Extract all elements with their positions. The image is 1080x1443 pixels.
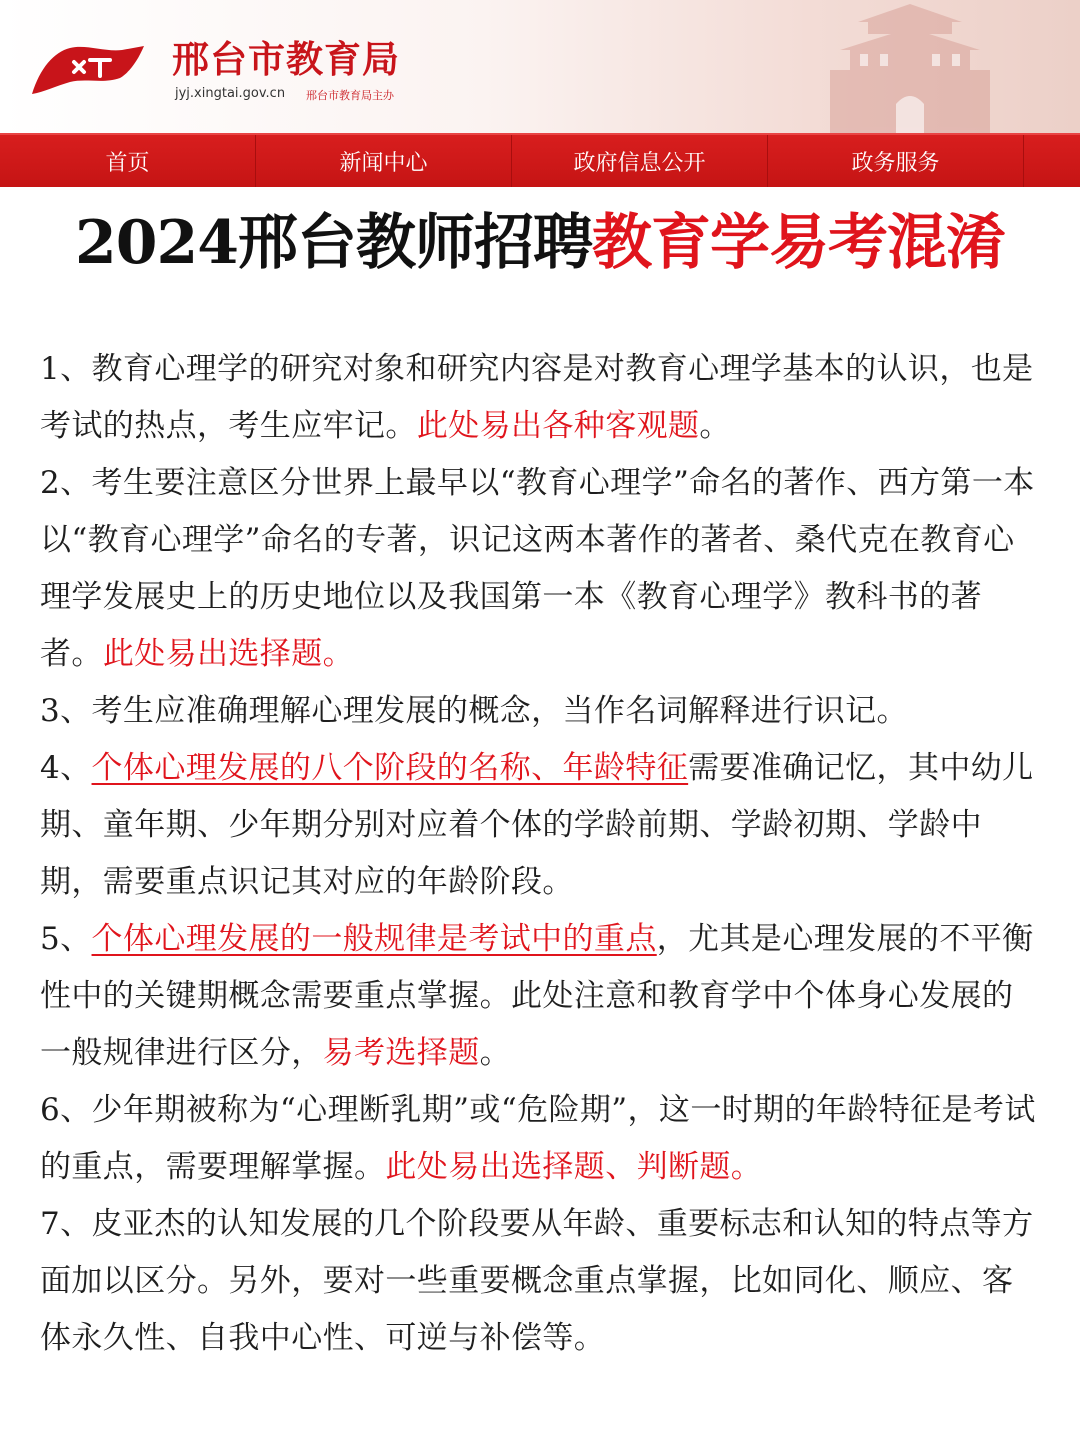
point-text-middle: ，尤其是心理发展的不平衡性中的关键期概念需要重点掌握。此处注意和教育学中个体身心发展的一般规律进行区分， xyxy=(40,921,1034,1071)
site-header xyxy=(0,0,1080,133)
point-text-tail: 需要准确记忆，其中幼儿期、童年期、少年期分别对应着个体的学龄前期、学龄初期、学龄中期，需要重点识记其对应的年龄阶段。 xyxy=(40,750,1034,900)
point-4 xyxy=(40,740,1040,911)
nav-item-home[interactable]: 首页 xyxy=(0,135,256,187)
point-number: 4、 xyxy=(40,750,92,786)
point-7 xyxy=(40,1196,1040,1367)
point-1 xyxy=(40,341,1040,455)
nav-filler xyxy=(1024,135,1080,187)
point-highlight-underlined: 个体心理发展的一般规律是考试中的重点 xyxy=(91,921,657,957)
point-text: 3、考生应准确理解心理发展的概念，当作名词解释进行识记。 xyxy=(40,693,908,729)
nav-item-news[interactable]: 新闻中心 xyxy=(256,135,512,187)
nav-item-services[interactable]: 政务服务 xyxy=(768,135,1024,187)
title-part-black: 2024邢台教师招聘 xyxy=(75,208,592,278)
site-name[interactable]: 邢台市教育局 xyxy=(172,38,400,81)
point-text: 1、教育心理学的研究对象和研究内容是对教育心理学基本的认识，也是考试的热点，考生应牢记。 xyxy=(40,351,1034,444)
point-text: 2、考生要注意区分世界上最早以“教育心理学”命名的著作、西方第一本以“教育心理学”命名的专著，识记这两本著作的著者、桑代克在教育心理学发展史上的历史地位以及我国第一本《教育心理学》教科书的著者。 xyxy=(40,465,1035,672)
site-host-text: 邢台市教育局主办 xyxy=(306,89,394,102)
point-highlight: 易考选择题 xyxy=(322,1035,480,1071)
point-text: 7、皮亚杰的认知发展的几个阶段要从年龄、重要标志和认知的特点等方面加以区分。另外，要对一些重要概念重点掌握，比如同化、顺应、客体永久性、自我中心性、可逆与补偿等。 xyxy=(40,1206,1034,1356)
point-text-tail: 。 xyxy=(479,1035,512,1071)
point-number: 5、 xyxy=(40,921,92,957)
point-highlight: 此处易出各种客观题 xyxy=(416,408,700,444)
point-text: 6、少年期被称为“心理断乳期”或“危险期”，这一时期的年龄特征是考试的重点，需要理解掌握。 xyxy=(40,1092,1036,1185)
nav-item-gov-info[interactable]: 政府信息公开 xyxy=(512,135,768,187)
point-highlight: 此处易出选择题、判断题。 xyxy=(385,1149,763,1185)
point-6 xyxy=(40,1082,1040,1196)
xt-flag-logo-icon[interactable] xyxy=(26,38,150,100)
main-nav xyxy=(0,133,1080,187)
page-title xyxy=(0,201,1080,285)
point-highlight: 此处易出选择题。 xyxy=(102,636,355,672)
site-url[interactable]: jyj.xingtai.gov.cn xyxy=(175,86,286,101)
city-gate-tower-icon xyxy=(810,0,1010,133)
point-3 xyxy=(40,683,1040,740)
point-text-tail: 。 xyxy=(699,408,731,444)
title-part-red: 教育学易考混淆 xyxy=(592,208,1005,278)
point-5 xyxy=(40,911,1040,1082)
article-body xyxy=(0,285,1080,1367)
point-2 xyxy=(40,455,1040,683)
point-highlight-underlined: 个体心理发展的八个阶段的名称、年龄特征 xyxy=(91,750,689,786)
